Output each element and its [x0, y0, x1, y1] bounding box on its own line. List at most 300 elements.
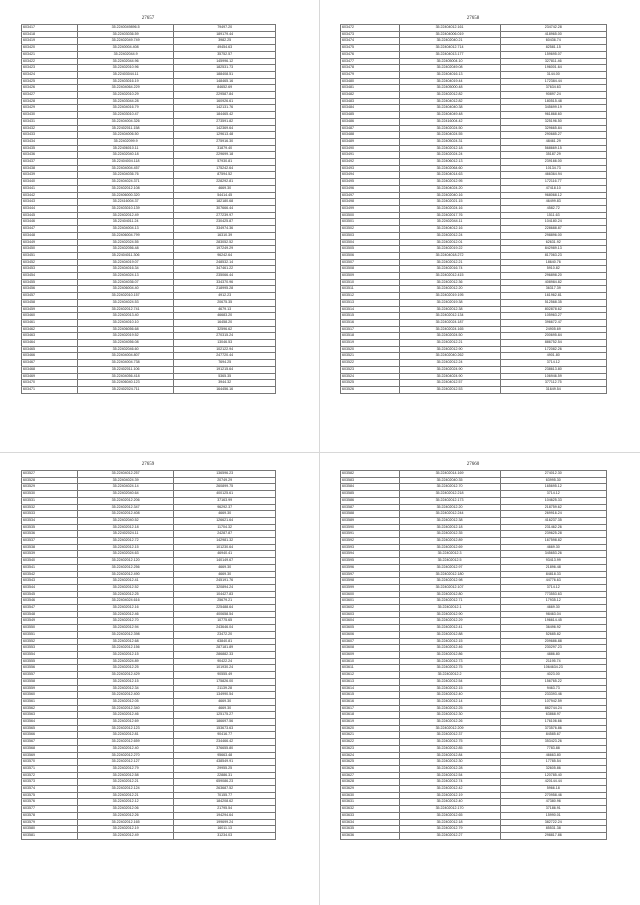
row-id: 603597	[341, 571, 400, 578]
row-id: 603445	[22, 212, 78, 219]
row-id: 603444	[22, 205, 78, 212]
table-row	[22, 199, 276, 206]
row-code: 35.22402012.659	[77, 739, 174, 746]
row-amount: 269916.24	[500, 511, 606, 518]
row-code: 35.22404011.306	[77, 252, 174, 259]
row-code: 35.22402040.64	[77, 491, 174, 498]
row-id: 603461	[22, 319, 78, 326]
table-row	[22, 698, 276, 705]
table-row	[341, 672, 607, 679]
row-id: 603540	[22, 558, 78, 565]
table-row	[22, 192, 276, 199]
row-id: 603544	[22, 584, 78, 591]
row-amount: 4669.30	[174, 571, 276, 578]
row-amount: 4023.00	[500, 672, 606, 679]
row-id: 603484	[341, 105, 400, 112]
row-code: 35.22402012.124	[77, 786, 174, 793]
row-amount: 199699.24	[174, 819, 276, 826]
row-amount: 283052.52	[174, 239, 276, 246]
row-id: 603434	[22, 138, 78, 145]
table-row	[341, 279, 607, 286]
row-id: 603608	[341, 645, 400, 652]
row-id: 603426	[22, 85, 78, 92]
row-id: 603505	[341, 246, 400, 253]
row-code: 35.22402012.40	[77, 745, 174, 752]
table-row	[22, 165, 276, 172]
row-code: 35.22402012.06	[77, 806, 174, 813]
row-id: 603547	[22, 605, 78, 612]
row-id: 603420	[22, 45, 78, 52]
row-code: 35.22402012.15	[399, 685, 500, 692]
row-amount: 3944.32	[174, 380, 276, 387]
row-amount: 287181.89	[174, 645, 276, 652]
row-code: 35.22402012.52	[77, 584, 174, 591]
table-row	[341, 618, 607, 625]
row-amount: 3144.00	[500, 71, 606, 78]
row-code: 35.22406040.123	[77, 380, 174, 387]
row-code: 35.22402012.1	[399, 605, 500, 612]
row-code: 35.22402012.244	[399, 511, 500, 518]
row-id: 603457	[22, 293, 78, 300]
table-row	[22, 373, 276, 380]
table-row	[22, 286, 276, 293]
row-code: 35.22402012.88	[399, 631, 500, 638]
row-id: 603439	[22, 172, 78, 179]
row-amount: 106946.59	[500, 373, 606, 380]
row-id: 603487	[341, 125, 400, 132]
table-row	[22, 531, 276, 538]
row-amount: 420144.44	[500, 779, 606, 786]
row-code: 35.22404012.16	[399, 226, 500, 233]
table-row	[22, 25, 276, 32]
row-amount: 184208.62	[174, 799, 276, 806]
table-row	[341, 266, 607, 273]
row-code: 35.22402012.156	[77, 645, 174, 652]
row-amount: 4669.30	[174, 698, 276, 705]
row-code: 35.22402040.16	[399, 192, 500, 199]
row-amount: 4669.30	[500, 605, 606, 612]
row-id: 603431	[22, 118, 78, 125]
row-id: 603600	[341, 591, 400, 598]
table-row	[22, 205, 276, 212]
row-code: 35.22404064.229	[77, 85, 174, 92]
row-code: 35.22402012.65	[399, 812, 500, 819]
row-id: 603629	[341, 786, 400, 793]
row-code: 35.22402012.24	[399, 360, 500, 367]
row-amount: 802878.62	[500, 306, 606, 313]
row-amount: 140149.67	[174, 558, 276, 565]
row-amount: 17935.12	[500, 598, 606, 605]
row-amount: 175826.00	[174, 678, 276, 685]
row-amount: 275916.30	[174, 138, 276, 145]
row-code: 35.22402012.12	[77, 799, 174, 806]
row-code: 35.22402012.398	[77, 631, 174, 638]
row-code: 35.22402012.82	[399, 92, 500, 99]
row-amount: 129613.48	[174, 132, 276, 139]
row-id: 603465	[22, 346, 78, 353]
row-amount: 90416.77	[174, 732, 276, 739]
row-code: 35.22404024.13	[77, 273, 174, 280]
row-id: 603557	[22, 672, 78, 679]
row-code: 35.22405004.10	[399, 58, 500, 65]
row-code: 35.22402012.70	[399, 484, 500, 491]
row-id: 603486	[341, 118, 400, 125]
row-code: 35.22404036.07	[77, 279, 174, 286]
table-row	[341, 779, 607, 786]
table-row	[22, 605, 276, 612]
row-amount: 400658.54	[174, 611, 276, 618]
row-id: 603636	[341, 832, 400, 839]
table-row	[22, 638, 276, 645]
row-amount: 209686.88	[500, 638, 606, 645]
row-amount: 377112.75	[500, 380, 606, 387]
row-id: 603471	[22, 386, 78, 393]
table-row	[341, 252, 607, 259]
row-amount: 233393.46	[500, 692, 606, 699]
table-row	[341, 58, 607, 65]
row-id: 603490	[341, 145, 400, 152]
row-id: 603523	[341, 366, 400, 373]
row-amount: 3714.12	[500, 491, 606, 498]
row-id: 603578	[22, 812, 78, 819]
row-amount: 200695.84	[500, 333, 606, 340]
row-id: 603552	[22, 638, 78, 645]
table-row	[341, 712, 607, 719]
row-id: 603526	[341, 386, 400, 393]
row-amount: 345699.19	[500, 105, 606, 112]
row-code: 35.22402040.18	[77, 152, 174, 159]
row-amount: 96292.37	[174, 504, 276, 511]
row-id: 603549	[22, 618, 78, 625]
row-id: 603506	[341, 252, 400, 259]
row-amount: 968068.12	[500, 192, 606, 199]
table-row	[341, 45, 607, 52]
row-code: 35.22402012.69	[77, 719, 174, 726]
table-row	[22, 252, 276, 259]
row-id: 603573	[22, 779, 78, 786]
row-amount: 46499.83	[500, 199, 606, 206]
table-row	[341, 517, 607, 524]
row-code: 35.22416004.42	[399, 118, 500, 125]
row-amount: 142369.64	[174, 125, 276, 132]
row-code: 35.22403016.19	[77, 78, 174, 85]
row-id: 603515	[341, 313, 400, 320]
row-amount: 961868.60	[500, 112, 606, 119]
row-amount: 438549.91	[174, 759, 276, 766]
table-row	[22, 326, 276, 333]
table-row	[22, 618, 276, 625]
row-code: 35.22402024.187	[399, 319, 500, 326]
row-code: 35.22402012.95	[399, 179, 500, 186]
table-row	[22, 38, 276, 45]
row-amount: 24905.69	[500, 326, 606, 333]
row-id: 603587	[341, 504, 400, 511]
row-code: 35.22402021.15	[399, 199, 500, 206]
row-id: 603436	[22, 152, 78, 159]
row-amount: 36317.39	[500, 286, 606, 293]
row-code: 35.22404004.118	[77, 159, 174, 166]
table-row	[22, 792, 276, 799]
row-id: 603621	[341, 732, 400, 739]
row-id: 603594	[341, 551, 400, 558]
row-code: 35.22402012.400	[77, 692, 174, 699]
table-row	[22, 185, 276, 192]
table-row	[22, 353, 276, 360]
table-row	[22, 832, 276, 839]
row-id: 603603	[341, 611, 400, 618]
table-row	[22, 266, 276, 273]
table-row	[341, 819, 607, 826]
row-id: 603454	[22, 273, 78, 280]
row-id: 603437	[22, 159, 78, 166]
row-id: 603598	[341, 578, 400, 585]
page-number: 27658	[466, 16, 480, 21]
row-code: 35.22402012.84	[399, 752, 500, 759]
row-amount: 101930.24	[174, 665, 276, 672]
row-code: 35.22402011.158	[77, 125, 174, 132]
row-id: 603604	[341, 618, 400, 625]
row-amount: 296898.20	[500, 273, 606, 280]
row-amount: 46940.41	[174, 551, 276, 558]
table-row	[22, 504, 276, 511]
row-amount: 197249.29	[174, 246, 276, 253]
row-id: 603512	[341, 293, 400, 300]
row-amount: 817063.23	[500, 252, 606, 259]
row-code: 35.22405000.48	[399, 85, 500, 92]
table-row	[22, 471, 276, 478]
row-amount: 20749.29	[174, 477, 276, 484]
row-amount: 63995.30	[500, 477, 606, 484]
row-code: 35.22404016.34	[77, 266, 174, 273]
row-code: 35.22404014.63	[399, 172, 500, 179]
table-row	[341, 219, 607, 226]
table-row	[22, 511, 276, 518]
page-27658	[340, 15, 606, 445]
row-id: 603491	[341, 152, 400, 159]
row-id: 603631	[341, 799, 400, 806]
table-row	[22, 765, 276, 772]
row-amount: 229587.84	[174, 92, 276, 99]
table-row	[341, 386, 607, 393]
row-code: 35.22403036.59	[77, 31, 174, 38]
table-row	[341, 765, 607, 772]
data-table	[340, 24, 607, 394]
row-code: 35.22402012.15	[399, 638, 500, 645]
row-code: 35.22402044.11	[399, 219, 500, 226]
row-code: 35.22402012.21	[77, 779, 174, 786]
row-id: 603584	[341, 484, 400, 491]
row-amount: 126621.64	[174, 517, 276, 524]
table-row	[341, 98, 607, 105]
row-amount: 882744.24	[500, 705, 606, 712]
table-row	[22, 658, 276, 665]
row-amount: 95663.48	[174, 752, 276, 759]
row-amount: 21139.28	[174, 685, 276, 692]
row-amount: 4669.30	[500, 544, 606, 551]
row-code: 35.22402012.71	[399, 598, 500, 605]
row-amount: 286882.33	[174, 651, 276, 658]
row-amount: 24287.87	[174, 531, 276, 538]
table-row	[22, 651, 276, 658]
row-id: 603499	[341, 205, 400, 212]
row-id: 603467	[22, 360, 78, 367]
row-id: 603632	[341, 806, 400, 813]
row-code: 35.22402040.35	[399, 477, 500, 484]
row-code: 35.22404024.90	[399, 373, 500, 380]
row-code: 35.22404040.38	[399, 105, 500, 112]
table-row	[341, 792, 607, 799]
row-code: 35.22402012.40	[399, 692, 500, 699]
table-row	[22, 112, 276, 119]
row-id: 603635	[341, 826, 400, 833]
row-id: 603605	[341, 625, 400, 632]
row-amount: 234466.42	[174, 739, 276, 746]
row-amount: 104180.24	[500, 219, 606, 226]
table-row	[22, 752, 276, 759]
row-code: 35.22402012.30	[399, 759, 500, 766]
row-code: 35.22402012.90	[399, 346, 500, 353]
row-amount: 320894.24	[174, 584, 276, 591]
row-amount: 134990.54	[174, 692, 276, 699]
table-row	[341, 551, 607, 558]
row-amount: 188408.51	[174, 71, 276, 78]
row-id: 603588	[341, 511, 400, 518]
row-id: 603427	[22, 92, 78, 99]
row-id: 603521	[341, 353, 400, 360]
row-amount: 35752.57	[174, 51, 276, 58]
row-id: 603442	[22, 192, 78, 199]
row-amount: 44776.63	[500, 578, 606, 585]
row-id: 603440	[22, 179, 78, 186]
table-row	[341, 239, 607, 246]
row-code: 35.22404024.14	[77, 484, 174, 491]
row-code: 35.22403010.47	[77, 112, 174, 119]
row-amount: 20675.35	[174, 299, 276, 306]
row-amount: 382722.24	[500, 819, 606, 826]
row-code: 35.22402012.170	[399, 806, 500, 813]
row-amount: 3982.25	[174, 38, 276, 45]
row-id: 603430	[22, 112, 78, 119]
row-code: 35.22402012.20	[399, 286, 500, 293]
row-amount: 3714.12	[500, 360, 606, 367]
row-code: 35.22402012.37	[399, 732, 500, 739]
row-id: 603503	[341, 232, 400, 239]
row-code: 35.22402017.76	[399, 212, 500, 219]
row-code: 35.22404016.79	[77, 105, 174, 112]
row-id: 603558	[22, 678, 78, 685]
table-row	[22, 58, 276, 65]
row-code: 35.22402014.169	[399, 471, 500, 478]
row-amount: 191215.64	[174, 366, 276, 373]
row-id: 603455	[22, 279, 78, 286]
table-row	[22, 333, 276, 340]
row-id: 603529	[22, 484, 78, 491]
row-amount: 274012.30	[500, 471, 606, 478]
row-id: 603599	[341, 584, 400, 591]
row-amount: 172116.77	[500, 179, 606, 186]
row-code: 35.22402046.60	[77, 346, 174, 353]
row-id: 603475	[341, 45, 400, 52]
row-id: 603531	[22, 497, 78, 504]
row-code: 35.22404018.272	[399, 252, 500, 259]
row-amount: 145996.12	[174, 58, 276, 65]
table-row	[22, 598, 276, 605]
row-id: 603530	[22, 491, 78, 498]
row-code: 35.22402012.89	[399, 538, 500, 545]
row-id: 603480	[341, 78, 400, 85]
row-code: 35.22402012.123	[77, 725, 174, 732]
table-row	[22, 719, 276, 726]
row-amount: 327811.46	[500, 58, 606, 65]
row-id: 603468	[22, 366, 78, 373]
row-code: 35.22402012.73	[399, 658, 500, 665]
table-row	[22, 105, 276, 112]
row-code: 35.22402012.107	[399, 584, 500, 591]
row-code: 35.22402012.41	[399, 625, 500, 632]
table-row	[22, 232, 276, 239]
row-id: 603568	[22, 745, 78, 752]
row-id: 603585	[341, 491, 400, 498]
table-row	[22, 299, 276, 306]
row-code: 35.22404013.177	[399, 51, 500, 58]
row-amount: 186697.56	[174, 719, 276, 726]
row-id: 603561	[22, 698, 78, 705]
row-id: 603438	[22, 165, 78, 172]
row-code: 35.22402056.48	[77, 246, 174, 253]
row-code: 35.22404024.20	[399, 185, 500, 192]
row-id: 603443	[22, 199, 78, 206]
row-code: 35.22404024.371	[77, 179, 174, 186]
row-id: 603569	[22, 752, 78, 759]
row-amount: 512568.35	[500, 299, 606, 306]
row-code: 35.22402049.749	[77, 38, 174, 45]
table-row	[22, 273, 276, 280]
row-code: 35.22404016.13	[399, 71, 500, 78]
row-code: 35.22402012.35	[399, 531, 500, 538]
row-id: 603556	[22, 665, 78, 672]
row-id: 603535	[22, 524, 78, 531]
row-code: 35.22402012.21	[77, 792, 174, 799]
table-row	[341, 705, 607, 712]
table-row	[341, 159, 607, 166]
row-code: 35.22404056.08	[77, 340, 174, 347]
row-code: 35.22402040.21	[399, 38, 500, 45]
table-row	[22, 246, 276, 253]
row-amount: 107942.59	[500, 698, 606, 705]
row-amount: 23472.20	[174, 631, 276, 638]
row-amount: 245191.76	[174, 578, 276, 585]
row-code: 35.22406000.320	[77, 192, 174, 199]
table-row	[22, 578, 276, 585]
row-id: 603622	[341, 739, 400, 746]
row-amount: 172082.26	[500, 346, 606, 353]
row-id: 603469	[22, 373, 78, 380]
table-row	[22, 812, 276, 819]
row-id: 603492	[341, 159, 400, 166]
row-id: 603586	[341, 497, 400, 504]
row-code: 35.22402012.5	[399, 558, 500, 565]
page-27660	[340, 461, 606, 891]
row-amount: 230297.23	[500, 645, 606, 652]
row-id: 603576	[22, 799, 78, 806]
row-id: 603554	[22, 651, 78, 658]
row-id: 603520	[341, 346, 400, 353]
row-id: 603488	[341, 132, 400, 139]
row-code: 35.22406004.799	[77, 232, 174, 239]
row-amount: 7694.25	[174, 360, 276, 367]
row-id: 603494	[341, 172, 400, 179]
table-row	[341, 497, 607, 504]
